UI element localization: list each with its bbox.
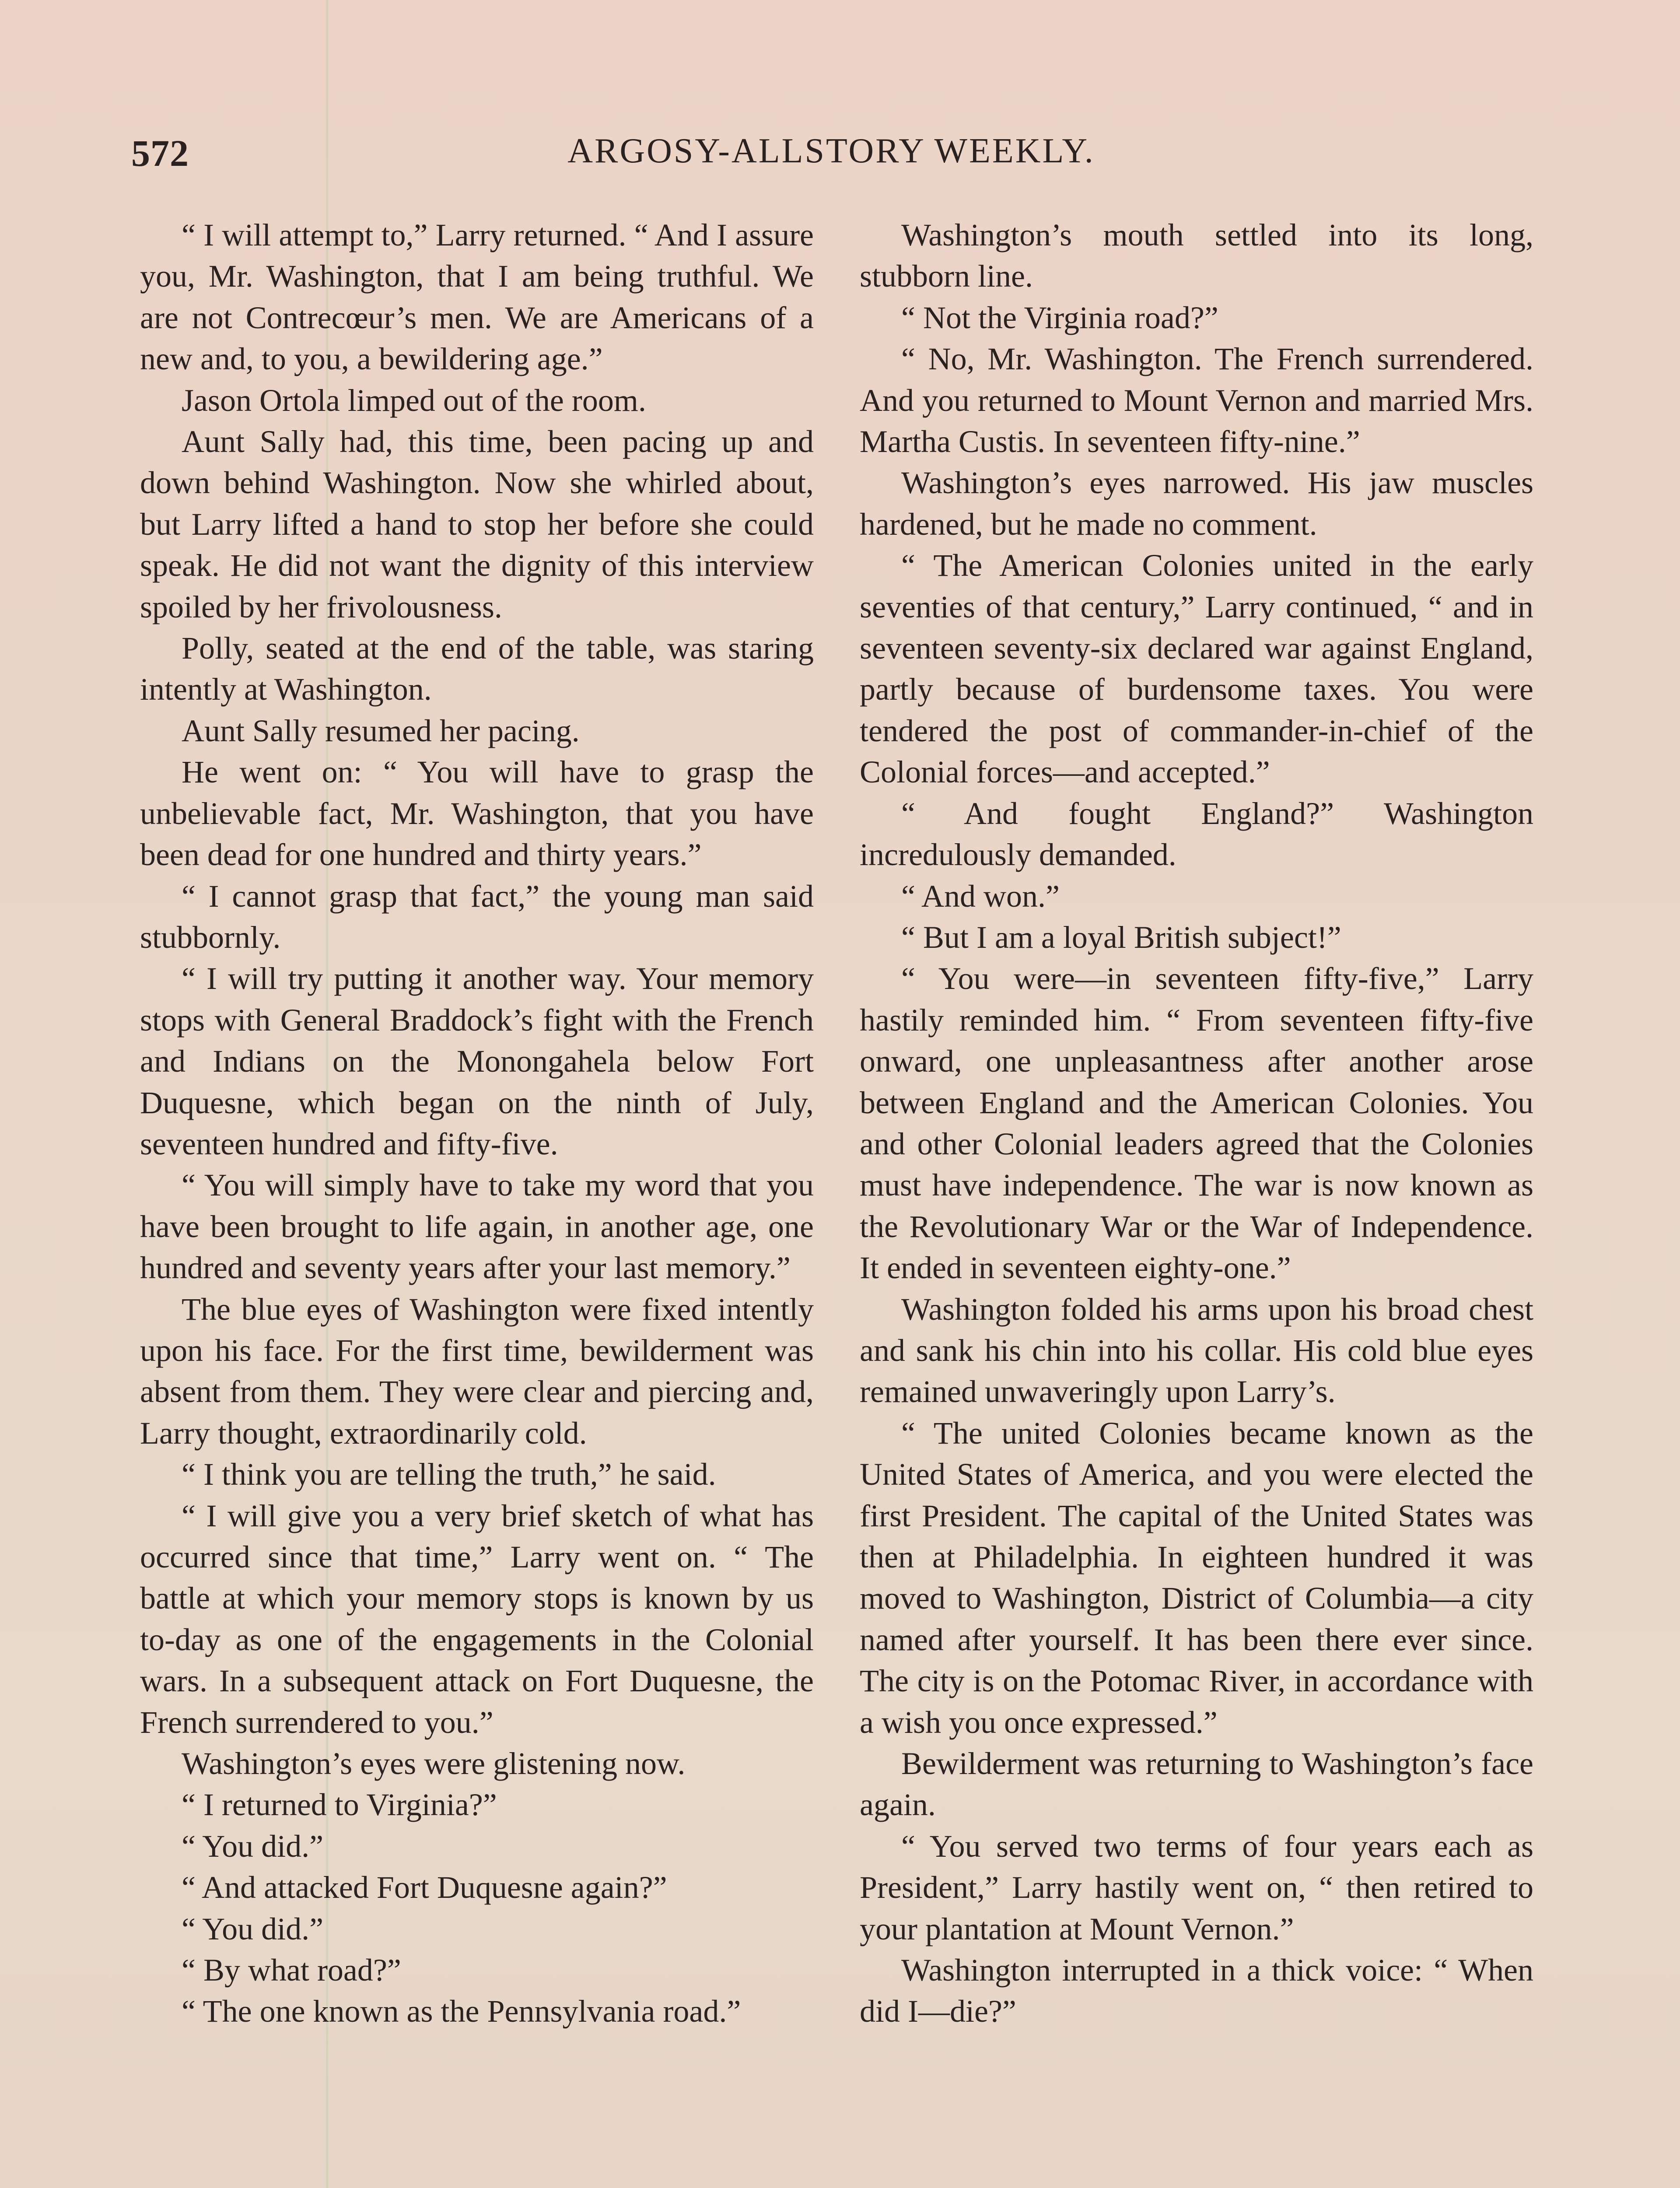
paragraph: “ Not the Virginia road?” xyxy=(901,300,1218,335)
paragraph: Jason Ortola limped out of the room. xyxy=(182,382,646,418)
paragraph: “ You will simply have to take my word that you have been brought to life again, in another age, one hundred and seventy years after your last memory.” xyxy=(140,1168,814,1286)
right-column xyxy=(860,214,1533,2188)
paragraph: Washington’s mouth settled into its long, stubborn line. xyxy=(860,217,1533,294)
paragraph: He went on: “ You will have to grasp the unbelievable fact, Mr. Washington, that you have been dead for one hundred and thirty years.” xyxy=(140,754,814,873)
paragraph: “ I think you are telling the truth,” he said. xyxy=(182,1457,716,1492)
paragraph: “ I will try putting it another way. Your memory stops with General Braddock’s fight with the French and Indians on the Monongahela below Fort Duquesne, which began on the ninth of July, seventeen hundred and fifty-five. xyxy=(140,961,814,1161)
paragraph: “ And fought England?” Washington incredulously demanded. xyxy=(860,796,1533,873)
paragraph: “ The American Colonies united in the early seventies of that century,” Larry continued, “ and in seventeen seventy-six declared war against England, partly because of burdensome taxes. You were tendered the post of commander-in-chief of the Colonial forces—and accepted.” xyxy=(860,548,1533,790)
paragraph: The blue eyes of Washington were fixed intently upon his face. For the first time, bewilderment was absent from them. They were clear and piercing and, Larry thought, extraordinarily cold. xyxy=(140,1291,814,1451)
paragraph: Washington interrupted in a thick voice: “ When did I—die?” xyxy=(860,1953,1533,2029)
paragraph: “ I returned to Virginia?” xyxy=(182,1787,497,1823)
paragraph: “ By what road?” xyxy=(182,1953,401,1988)
paragraph: “ The united Colonies became known as the United States of America, and you were elected the first President. The capital of the United States was then at Philadelphia. In eighteen hundred it was moved to Washington, District of Columbia—a city named after yourself. It has been there ever since. The city is on the Potomac River, in accordance with a wish you once expressed.” xyxy=(860,1415,1533,1740)
paragraph: “ No, Mr. Washington. The French surrendered. And you returned to Mount Vernon and married Mrs. Martha Custis. In seventeen fifty-nine.” xyxy=(860,341,1533,459)
paragraph: Washington’s eyes narrowed. His jaw muscles hardened, but he made no comment. xyxy=(860,465,1533,542)
page-number: 572 xyxy=(131,132,189,174)
paragraph: “ You were—in seventeen fifty-five,” Larry hastily reminded him. “ From seventeen fifty-five onward, one unpleasantness after another arose between England and the American Colonies. You and other Colonial leaders agreed that the Colonies must have independence. The war is now known as the Revolutionary War or the War of Independence. It ended in seventeen eighty-one.” xyxy=(860,961,1533,1286)
paragraph: “ The one known as the Pennsylvania road.” xyxy=(182,1994,741,2029)
paragraph: “ You served two terms of four years each as President,” Larry hastily went on, “ then retired to your plantation at Mount Vernon.” xyxy=(860,1828,1533,1946)
paragraph: “ And attacked Fort Duquesne again?” xyxy=(182,1870,667,1905)
paragraph: “ I will give you a very brief sketch of what has occurred since that time,” Larry went on. “ The battle at which your memory stops is known by us to-day as one of the engagements in the Colonial wars. In a subsequent attack on Fort Duquesne, the French surrendered to you.” xyxy=(140,1498,814,1740)
paragraph: Aunt Sally had, this time, been pacing up and down behind Washington. Now she whirled about, but Larry lifted a hand to stop her before she could speak. He did not want the dignity of this interview spoiled by her frivolousness. xyxy=(140,424,814,624)
paragraph: Aunt Sally resumed her pacing. xyxy=(182,713,580,748)
paragraph: “ I cannot grasp that fact,” the young man said stubbornly. xyxy=(140,878,814,955)
paragraph: “ You did.” xyxy=(182,1911,324,1946)
paragraph: Washington folded his arms upon his broad chest and sank his chin into his collar. His cold blue eyes remained unwaveringly upon Larry’s. xyxy=(860,1291,1533,1410)
paragraph: “ I will attempt to,” Larry returned. “ And I assure you, Mr. Washington, that I am being truthful. We are not Contrecœur’s men. We are Americans of a new and, to you, a bewildering age.” xyxy=(140,217,814,377)
paragraph: Washington’s eyes were glistening now. xyxy=(182,1746,686,1781)
paragraph: “ But I am a loyal British subject!” xyxy=(901,919,1341,955)
paragraph: “ You did.” xyxy=(182,1828,324,1864)
paragraph: Polly, seated at the end of the table, was staring intently at Washington. xyxy=(140,631,814,707)
running-title: ARGOSY-ALLSTORY WEEKLY. xyxy=(567,132,1095,170)
paragraph: “ And won.” xyxy=(901,878,1060,914)
page-header xyxy=(131,131,1531,184)
paragraph: Bewilderment was returning to Washington’s face again. xyxy=(860,1746,1533,1823)
left-column xyxy=(140,214,814,2188)
